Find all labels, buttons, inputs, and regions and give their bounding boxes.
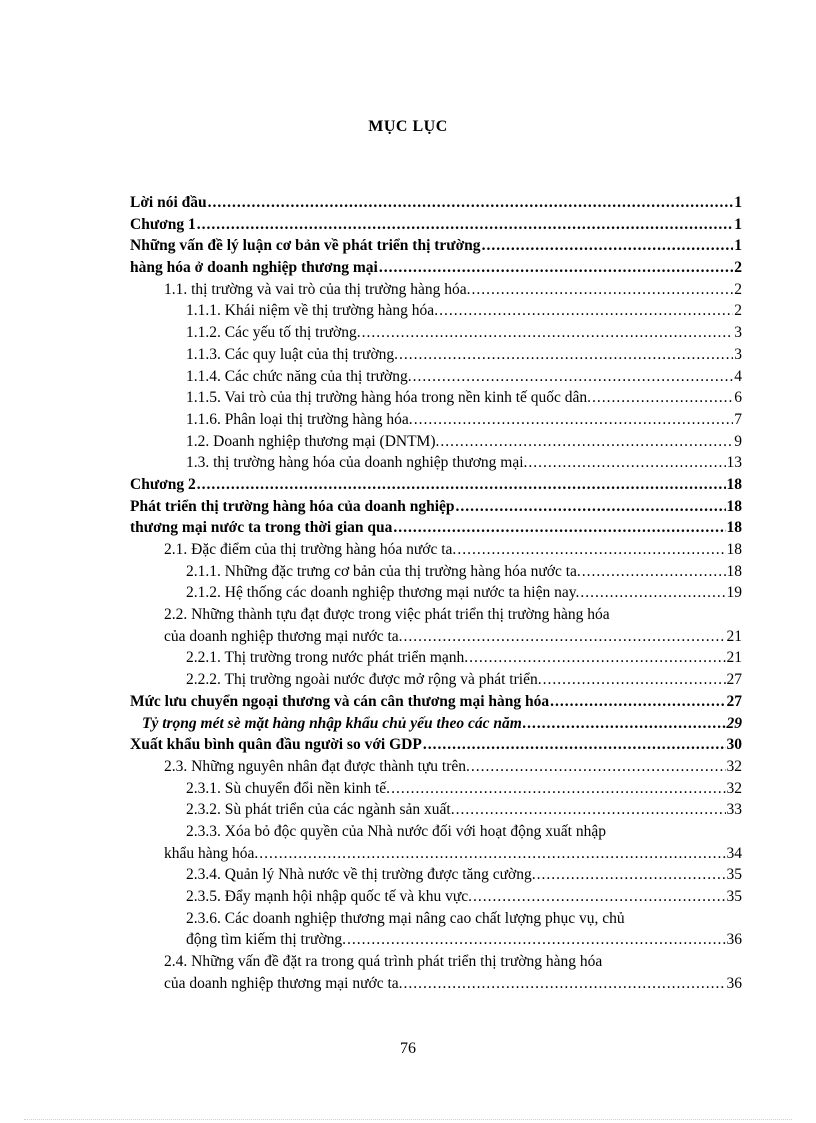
toc-entry[interactable]: hàng hóa ở doanh nghiệp thương mại ..... 2	[130, 257, 742, 279]
toc-entry[interactable]: 1.2. Doanh nghiệp thương mại (DNTM). ..... 9	[130, 431, 742, 453]
toc-entry[interactable]: 1.1. thị trường và vai trò của thị trường hàng hóa. ..... 2	[130, 279, 742, 301]
toc-entry[interactable]: khẩu hàng hóa. ..... 34	[130, 843, 742, 865]
toc-entry[interactable]: Lời nói đầu ..... 1	[130, 192, 742, 214]
toc-entry[interactable]: 1.1.5. Vai trò của thị trường hàng hóa trong nền kinh tế quốc dân. ..... 6	[130, 387, 742, 409]
toc-entry-line[interactable]: 2.3.3. Xóa bỏ độc quyền của Nhà nước đối với hoạt động xuất nhập	[186, 822, 606, 840]
page-edge-divider	[24, 1119, 792, 1120]
page-number: 76	[400, 1040, 416, 1057]
toc-entry[interactable]: 2.3.5. Đẩy mạnh hội nhập quốc tế và khu vực. ..... 35	[130, 886, 742, 908]
toc-entry[interactable]: 2.2.1. Thị trường trong nước phát triển mạnh. ..... 21	[130, 647, 742, 669]
toc-entry[interactable]: Mức lưu chuyển ngoại thương và cán cân thương mại hàng hóa ..... 27	[130, 691, 742, 713]
toc-entry[interactable]: động tìm kiếm thị trường. ..... 36	[130, 929, 742, 951]
toc-entry[interactable]: 2.3.2. Sù phát triển của các ngành sản xuất. ..... 33	[130, 799, 742, 821]
page-title: MỤC LỤC	[368, 118, 448, 135]
table-of-contents	[130, 192, 742, 994]
toc-entry[interactable]: Chương 2 ..... 18	[130, 474, 742, 496]
toc-entry[interactable]: 1.1.3. Các quy luật của thị trường. ..... 3	[130, 344, 742, 366]
toc-entry[interactable]: Tỷ trọng mét sè mặt hàng nhập khẩu chủ yếu theo các năm ..... 29	[130, 713, 742, 735]
toc-entry[interactable]: 2.2.2. Thị trường ngoài nước được mở rộng và phát triển. ..... 27	[130, 669, 742, 691]
toc-entry[interactable]: Chương 1 ..... 1	[130, 214, 742, 236]
toc-entry[interactable]: 1.1.4. Các chức năng của thị trường. ..... 4	[130, 366, 742, 388]
toc-entry[interactable]: 1.1.2. Các yếu tố thị trường. ..... 3	[130, 322, 742, 344]
toc-entry[interactable]: 2.3.4. Quản lý Nhà nước về thị trường được tăng cường. ..... 35	[130, 864, 742, 886]
toc-entry[interactable]: 1.1.6. Phân loại thị trường hàng hóa. ..... 7	[130, 409, 742, 431]
toc-entry[interactable]: 2.1.1. Những đặc trưng cơ bản của thị trường hàng hóa nước ta. ..... 18	[130, 561, 742, 583]
toc-entry[interactable]: của doanh nghiệp thương mại nước ta. ..... 36	[130, 973, 742, 995]
toc-entry[interactable]: 2.1. Đặc điểm của thị trường hàng hóa nước ta. ..... 18	[130, 539, 742, 561]
toc-entry[interactable]: Những vấn đề lý luận cơ bản về phát triển thị trường ..... 1	[130, 235, 742, 257]
toc-entry[interactable]: Phát triển thị trường hàng hóa của doanh nghiệp ..... 18	[130, 496, 742, 518]
toc-entry[interactable]: 1.3. thị trường hàng hóa của doanh nghiệp thương mại. ..... 13	[130, 452, 742, 474]
toc-entry[interactable]: của doanh nghiệp thương mại nước ta. ..... 21	[130, 626, 742, 648]
toc-entry[interactable]: 2.3.1. Sù chuyển đổi nền kinh tế. ..... 32	[130, 778, 742, 800]
toc-entry[interactable]: thương mại nước ta trong thời gian qua ..... 18	[130, 517, 742, 539]
toc-entry-line[interactable]: 2.2. Những thành tựu đạt được trong việc phát triển thị trường hàng hóa	[164, 606, 610, 624]
toc-entry[interactable]: 1.1.1. Khái niệm về thị trường hàng hóa. ..... 2	[130, 300, 742, 322]
toc-entry-line[interactable]: 2.4. Những vấn đề đặt ra trong quá trình phát triển thị trường hàng hóa	[164, 953, 603, 971]
toc-entry[interactable]: 2.1.2. Hệ thống các doanh nghiệp thương mại nước ta hiện nay. ..... 19	[130, 582, 742, 604]
toc-entry-line[interactable]: 2.3.6. Các doanh nghiệp thương mại nâng cao chất lượng phục vụ, chủ	[186, 909, 625, 927]
toc-entry[interactable]: Xuất khẩu bình quân đầu người so với GDP ..... 30	[130, 734, 742, 756]
toc-entry[interactable]: 2.3. Những nguyên nhân đạt được thành tựu trên. ..... 32	[130, 756, 742, 778]
